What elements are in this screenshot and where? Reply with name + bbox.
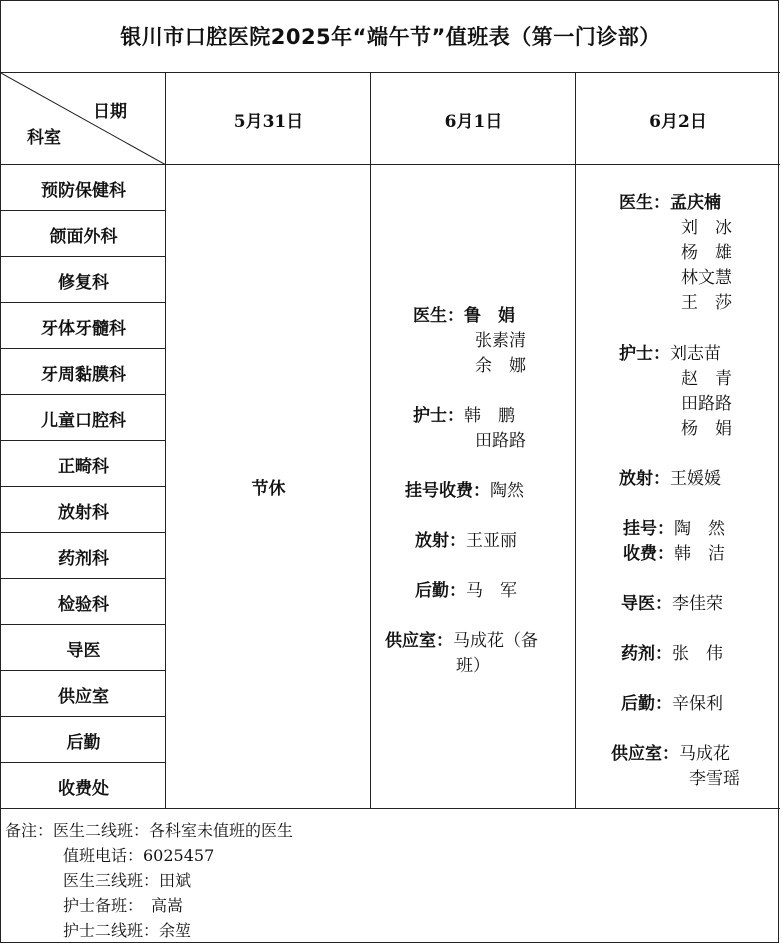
day2-nurse-label: 护士： bbox=[413, 406, 464, 426]
dept-row: 牙周黏膜科 bbox=[41, 364, 126, 385]
day2-doctor-label: 医生： bbox=[413, 306, 464, 326]
day3-guide-name: 李佳荣 bbox=[672, 594, 723, 614]
corner-dept-label: 科室 bbox=[27, 128, 61, 148]
note-line: 值班电话：6025457 bbox=[63, 846, 215, 865]
dept-row: 导医 bbox=[66, 640, 101, 661]
day3-logistics-label: 后勤： bbox=[621, 694, 672, 714]
day3-registration-name: 陶 然 bbox=[674, 519, 725, 539]
date-header-1: 5月31日 bbox=[233, 111, 304, 132]
dept-row: 正畸科 bbox=[58, 456, 109, 477]
dept-row: 检验科 bbox=[58, 594, 109, 615]
dept-row: 牙体牙髓科 bbox=[41, 318, 126, 339]
day2-doctor-name: 鲁 娟 bbox=[464, 306, 515, 326]
day3-nurse-name: 赵 青 bbox=[681, 369, 732, 389]
dept-row: 放射科 bbox=[58, 502, 109, 523]
day3-doctor-name: 林文慧 bbox=[681, 268, 732, 288]
corner-date-label: 日期 bbox=[93, 102, 127, 122]
day2-radiology-name: 王亚丽 bbox=[466, 531, 517, 551]
day3-supply-name: 李雪瑶 bbox=[689, 769, 740, 789]
day3-fee-name: 韩 洁 bbox=[674, 544, 725, 564]
day3-doctor-label: 医生： bbox=[619, 193, 670, 213]
day2-doctor-name: 张素清 bbox=[475, 331, 526, 351]
dept-row: 儿童口腔科 bbox=[41, 410, 126, 431]
dept-row: 颌面外科 bbox=[49, 226, 118, 247]
day3-doctor-name: 孟庆楠 bbox=[670, 193, 721, 213]
dept-row: 收费处 bbox=[58, 778, 109, 799]
dept-row: 供应室 bbox=[58, 686, 109, 707]
day3-supply-name: 马成花 bbox=[679, 744, 730, 764]
date-header-3: 6月2日 bbox=[649, 111, 707, 132]
dept-row: 预防保健科 bbox=[41, 180, 126, 201]
day2-registration-name: 陶然 bbox=[490, 481, 524, 501]
note-line: 护士二线班：余堃 bbox=[63, 921, 192, 940]
date-header-2: 6月1日 bbox=[444, 111, 503, 132]
note-line: 医生三线班：田斌 bbox=[63, 871, 192, 890]
day1-cell: 节休 bbox=[251, 479, 286, 499]
page-title: 银川市口腔医院2025年“端午节”值班表（第一门诊部） bbox=[1, 1, 780, 73]
dept-row: 药剂科 bbox=[58, 548, 109, 569]
diagonal-header-line bbox=[1, 73, 166, 165]
day3-pharmacy-name: 张 伟 bbox=[672, 644, 723, 664]
day3-fee-label: 收费： bbox=[623, 544, 674, 564]
day2-registration-label: 挂号收费： bbox=[405, 481, 490, 501]
dept-row: 修复科 bbox=[58, 272, 109, 293]
day2-supply-name: 马成花（备 bbox=[453, 631, 538, 651]
day3-radiology-label: 放射： bbox=[619, 469, 670, 489]
day2-nurse-name: 田路路 bbox=[475, 431, 526, 451]
day3-nurse-label: 护士： bbox=[619, 344, 670, 364]
day2-nurse-name: 韩 鹏 bbox=[464, 406, 515, 426]
grid-line bbox=[575, 73, 576, 809]
day3-doctor-name: 杨 雄 bbox=[681, 243, 732, 263]
day3-radiology-name: 王媛媛 bbox=[670, 469, 721, 489]
note-line: 备注：医生二线班：各科室未值班的医生 bbox=[5, 821, 294, 840]
day3-guide-label: 导医： bbox=[621, 594, 672, 614]
day3-logistics-name: 辛保利 bbox=[672, 694, 723, 714]
day3-doctor-name: 刘 冰 bbox=[681, 218, 732, 238]
day3-registration-label: 挂号： bbox=[623, 519, 674, 539]
day3-nurse-name: 田路路 bbox=[681, 394, 732, 414]
day2-supply-label: 供应室： bbox=[385, 631, 453, 651]
day2-radiology-label: 放射： bbox=[415, 531, 466, 551]
day2-doctor-name: 余 娜 bbox=[475, 356, 526, 376]
day2-logistics-name: 马 军 bbox=[466, 581, 517, 601]
day3-doctor-name: 王 莎 bbox=[681, 293, 732, 313]
day3-nurse-name: 杨 娟 bbox=[681, 419, 732, 439]
day3-nurse-name: 刘志苗 bbox=[670, 344, 721, 364]
day2-logistics-label: 后勤： bbox=[415, 581, 466, 601]
day2-supply-name-cont: 班） bbox=[456, 656, 490, 676]
note-line: 护士备班： 高嵩 bbox=[63, 896, 184, 915]
day3-pharmacy-label: 药剂： bbox=[621, 644, 672, 664]
dept-row: 后勤 bbox=[66, 732, 101, 753]
day3-supply-label: 供应室： bbox=[611, 744, 679, 764]
